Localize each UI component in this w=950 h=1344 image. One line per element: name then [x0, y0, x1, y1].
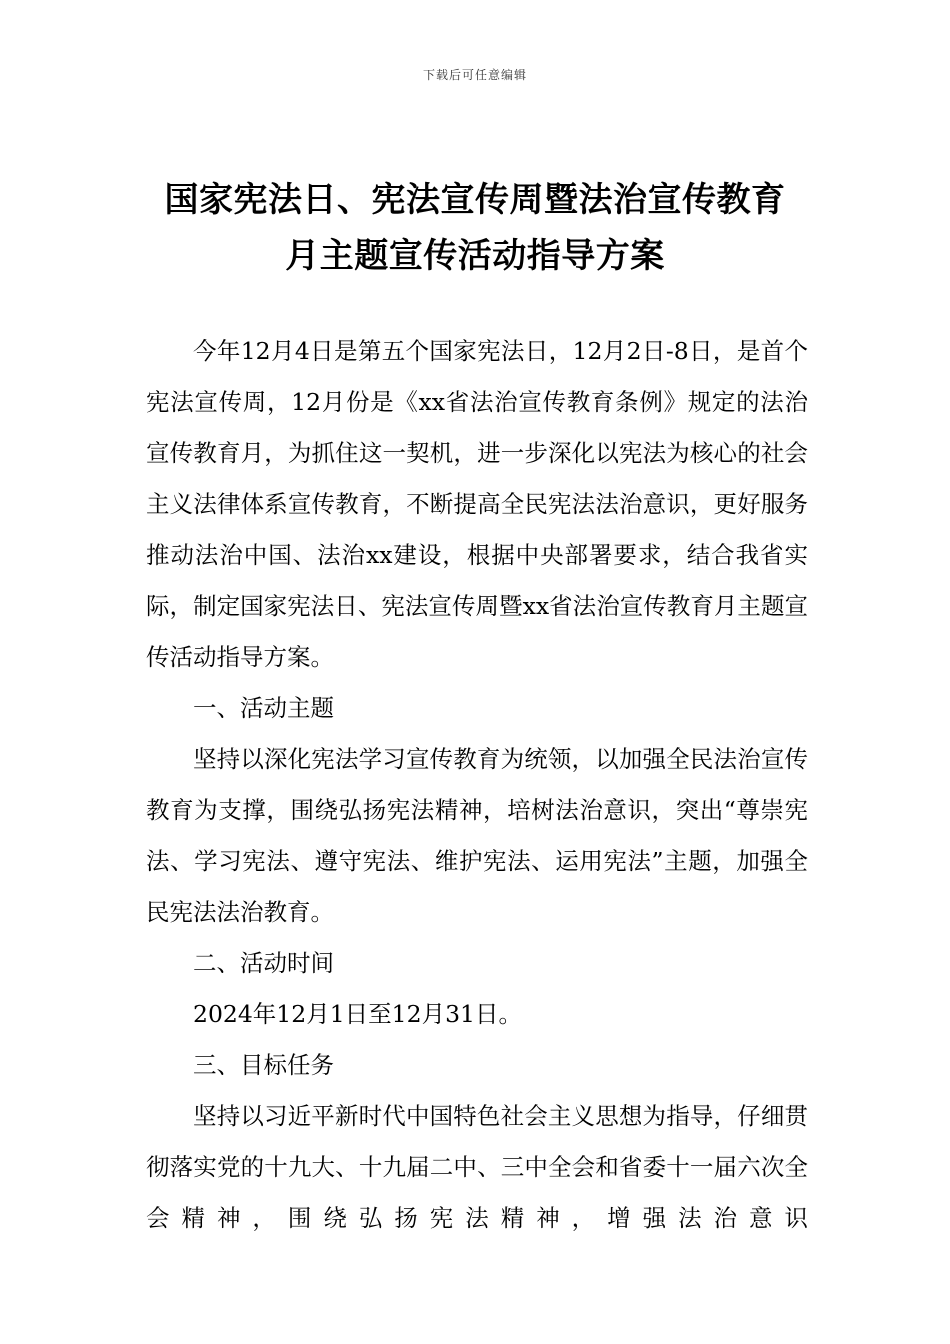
document-body	[146, 326, 808, 1244]
section-heading-time: 二、活动时间	[193, 949, 334, 977]
section-heading-theme: 一、活动主题	[193, 694, 334, 722]
section-heading-goals: 三、目标任务	[193, 1051, 334, 1079]
document-title	[120, 172, 830, 284]
theme-paragraph: 坚持以深化宪法学习宣传教育为统领，以加强全民法治宣传教育为支撑，围绕弘扬宪法精神，培树法治意识，突出“尊崇宪法、学习宪法、遵守宪法、维护宪法、运用宪法”主题，加强全民宪法法治教育。	[146, 745, 808, 926]
header-note: 下载后可任意编辑	[422, 68, 527, 82]
goals-paragraph: 坚持以习近平新时代中国特色社会主义思想为指导，仔细贯彻落实党的十九大、十九届二中、三中全会和省委十一届六次全会精神，围绕弘扬宪法精神，增强法治意识	[146, 1102, 808, 1232]
intro-paragraph: 今年12月4日是第五个国家宪法日，12月2日-8日，是首个宪法宣传周，12月份是《xx省法治宣传教育条例》规定的法治宣传教育月，为抓住这一契机，进一步深化以宪法为核心的社会主义法律体系宣传教育，不断提高全民宪法法治意识，更好服务推动法治中国、法治xx建设，根据中央部署要求，结合我省实际，制定国家宪法日、宪法宣传周暨xx省法治宣传教育月主题宣传活动指导方案。	[146, 337, 808, 671]
time-paragraph: 2024年12月1日至12月31日。	[193, 1000, 522, 1028]
title-line-1: 国家宪法日、宪法宣传周暨法治宣传教育	[164, 180, 786, 220]
title-line-2: 月主题宣传活动指导方案	[285, 236, 665, 276]
